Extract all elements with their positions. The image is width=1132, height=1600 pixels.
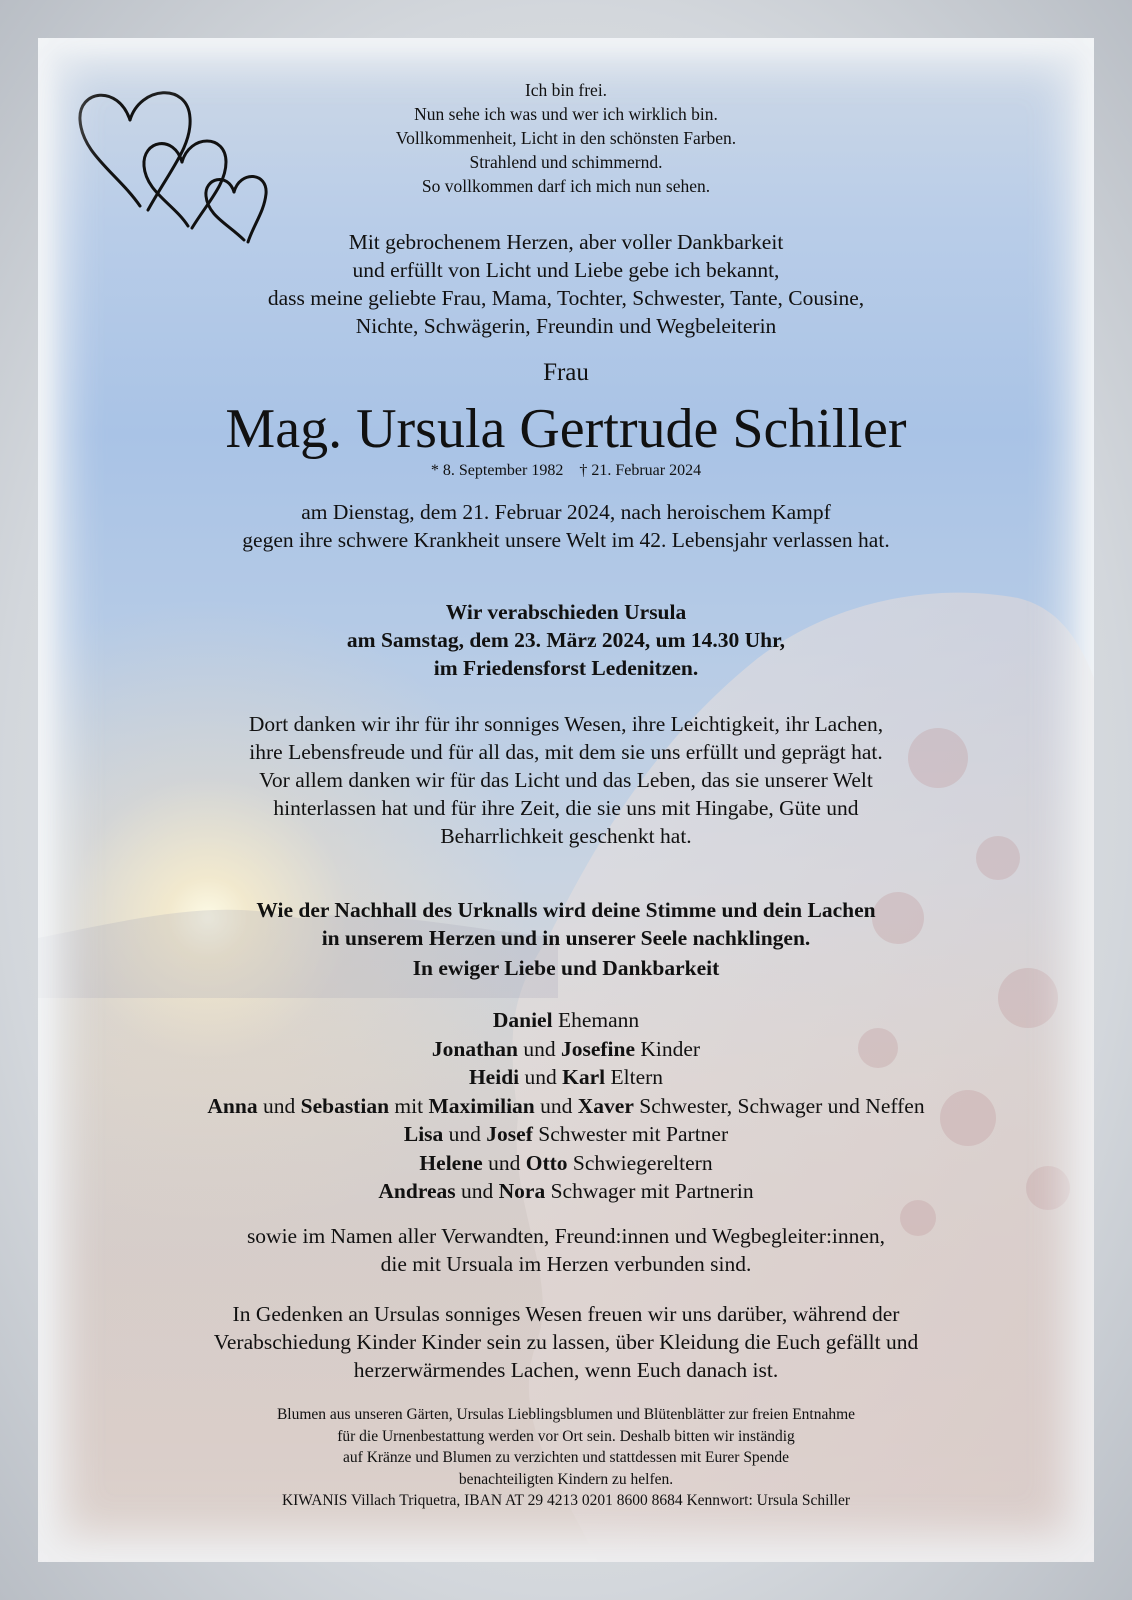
flowers-donation-note — [38, 1404, 1094, 1512]
announcement-line: Mit gebrochenem Herzen, aber voller Dankbarkeit — [348, 230, 784, 254]
mourner-name: Helene — [419, 1150, 483, 1175]
mourner-name: Jonathan — [431, 1036, 518, 1061]
mourner-relation: Schwester mit Partner — [532, 1122, 729, 1146]
mourner-relation: mit — [389, 1093, 429, 1118]
mourner-name: Maximilian — [428, 1093, 535, 1118]
announcement-line: Nichte, Schwägerin, Freundin und Wegbeleiterin — [355, 314, 777, 338]
life-dates — [38, 461, 1094, 481]
poem-line: So vollkommen darf ich mich nun sehen. — [421, 176, 711, 196]
mourner-name: Xaver — [577, 1093, 634, 1118]
mourner-relation: und — [443, 1122, 487, 1146]
mourner-line — [38, 1092, 1094, 1121]
also-from — [38, 1222, 1094, 1278]
flowers-line: benachteiligten Kindern zu helfen. — [458, 1470, 674, 1488]
announcement-line: und erfüllt von Licht und Liebe gebe ich bekannt, — [352, 258, 780, 282]
flowers-line: auf Kränze und Blumen zu verzichten und stattdessen mit Eurer Spende — [343, 1449, 789, 1466]
mourner-line — [38, 1120, 1094, 1149]
mourner-line — [38, 1177, 1094, 1206]
mourner-relation: Eltern — [605, 1065, 664, 1089]
memory-paragraph — [38, 1300, 1094, 1384]
thanks-line: ihre Lebensfreude und für all das, mit dem sie uns erfüllt und geprägt hat. — [249, 740, 883, 764]
thanks-line: hinterlassen hat und für ihre Zeit, die sie uns mit Hingabe, Güte und — [273, 796, 859, 820]
mourner-relation: und — [482, 1150, 526, 1175]
mourner-name: Daniel — [492, 1008, 553, 1032]
mourner-relation: Schwager mit Partnerin — [545, 1179, 754, 1203]
mourner-relation: Kinder — [635, 1036, 701, 1061]
mourner-relation: und — [519, 1065, 563, 1089]
flowers-line: Blumen aus unseren Gärten, Ursulas Lieblingsblumen und Blütenblätter zur freien Entnahme — [276, 1406, 856, 1423]
death-text-line: gegen ihre schwere Krankheit unsere Welt im 42. Lebensjahr verlassen hat. — [242, 528, 890, 552]
poem-line: Ich bin frei. — [524, 80, 608, 100]
farewell-details — [38, 598, 1094, 682]
poem-line: Strahlend und schimmernd. — [469, 152, 663, 172]
mourner-name: Lisa — [403, 1122, 444, 1146]
farewell-line: Wir verabschieden Ursula — [445, 600, 687, 624]
mourner-name: Andreas — [378, 1179, 456, 1203]
poem-line: Vollkommenheit, Licht in den schönsten Farben. — [395, 128, 737, 148]
mourner-line — [38, 1006, 1094, 1035]
deceased-name: Mag. Ursula Gertrude Schiller — [225, 398, 907, 460]
mourner-line — [38, 1149, 1094, 1178]
death-date: † 21. Februar 2024 — [579, 462, 702, 479]
mourner-relation: Ehemann — [552, 1008, 640, 1032]
quote — [38, 896, 1094, 952]
announcement — [38, 228, 1094, 340]
quote-line: Wie der Nachhall des Urknalls wird deine Stimme und dein Lachen — [256, 898, 876, 922]
salutation: Frau — [543, 359, 589, 386]
birth-date: * 8. September 1982 — [430, 462, 564, 479]
thanks-paragraph — [38, 710, 1094, 850]
flowers-line: für die Urnenbestattung werden vor Ort sein. Deshalb bitten wir inständig — [337, 1427, 795, 1445]
memory-line: herzerwärmendes Lachen, wenn Euch danach ist. — [353, 1358, 779, 1382]
mourner-relation: und — [455, 1179, 499, 1203]
also-from-line: die mit Ursuala im Herzen verbunden sind. — [380, 1252, 752, 1276]
mourner-line — [38, 1063, 1094, 1092]
obituary-card — [38, 38, 1094, 1562]
mourner-name: Nora — [498, 1179, 546, 1203]
poem-line: Nun sehe ich was und wer ich wirklich bin. — [414, 104, 718, 124]
donation-line: KIWANIS Villach Triquetra, IBAN AT 29 4213 0201 8600 8684 Kennwort: Ursula Schiller — [281, 1492, 851, 1509]
mourner-relation: und — [534, 1093, 578, 1118]
mourner-name: Heidi — [468, 1065, 520, 1089]
mourner-name: Otto — [525, 1150, 568, 1175]
thanks-line: Vor allem danken wir für das Licht und das Leben, das sie unserer Welt — [259, 768, 873, 792]
mourner-line — [38, 1035, 1094, 1064]
thanks-line: Dort danken wir ihr für ihr sonniges Wesen, ihre Leichtigkeit, ihr Lachen, — [248, 712, 884, 736]
death-text — [38, 498, 1094, 554]
mourner-name: Josef — [486, 1122, 533, 1146]
quote-line: in unserem Herzen und in unserer Seele nachklingen. — [321, 926, 811, 950]
mourner-relation: Schwester, Schwager und Neffen — [633, 1093, 925, 1118]
poem — [38, 78, 1094, 198]
announcement-line: dass meine geliebte Frau, Mama, Tochter, Schwester, Tante, Cousine, — [267, 286, 865, 310]
mourner-name: Karl — [562, 1065, 606, 1089]
mourner-name: Anna — [207, 1093, 258, 1118]
also-from-line: sowie im Namen aller Verwandten, Freund:innen und Wegbegleiter:innen, — [246, 1224, 886, 1248]
death-text-line: am Dienstag, dem 21. Februar 2024, nach heroischem Kampf — [301, 500, 831, 524]
mourners-list — [38, 1006, 1094, 1206]
closing-phrase: In ewiger Liebe und Dankbarkeit — [412, 956, 720, 980]
mourner-name: Josefine — [560, 1036, 635, 1061]
farewell-line: am Samstag, dem 23. März 2024, um 14.30 Uhr, — [346, 628, 786, 652]
farewell-line: im Friedensforst Ledenitzen. — [433, 656, 699, 680]
mourner-relation: Schwiegereltern — [567, 1150, 713, 1175]
mourner-relation: und — [257, 1093, 301, 1118]
mourner-relation: und — [517, 1036, 561, 1061]
thanks-line: Beharrlichkeit geschenkt hat. — [440, 824, 692, 848]
mourner-name: Sebastian — [300, 1093, 390, 1118]
memory-line: In Gedenken an Ursulas sonniges Wesen freuen wir uns darüber, während der — [232, 1302, 900, 1326]
memory-line: Verabschiedung Kinder Kinder sein zu lassen, über Kleidung die Euch gefällt und — [213, 1330, 919, 1354]
